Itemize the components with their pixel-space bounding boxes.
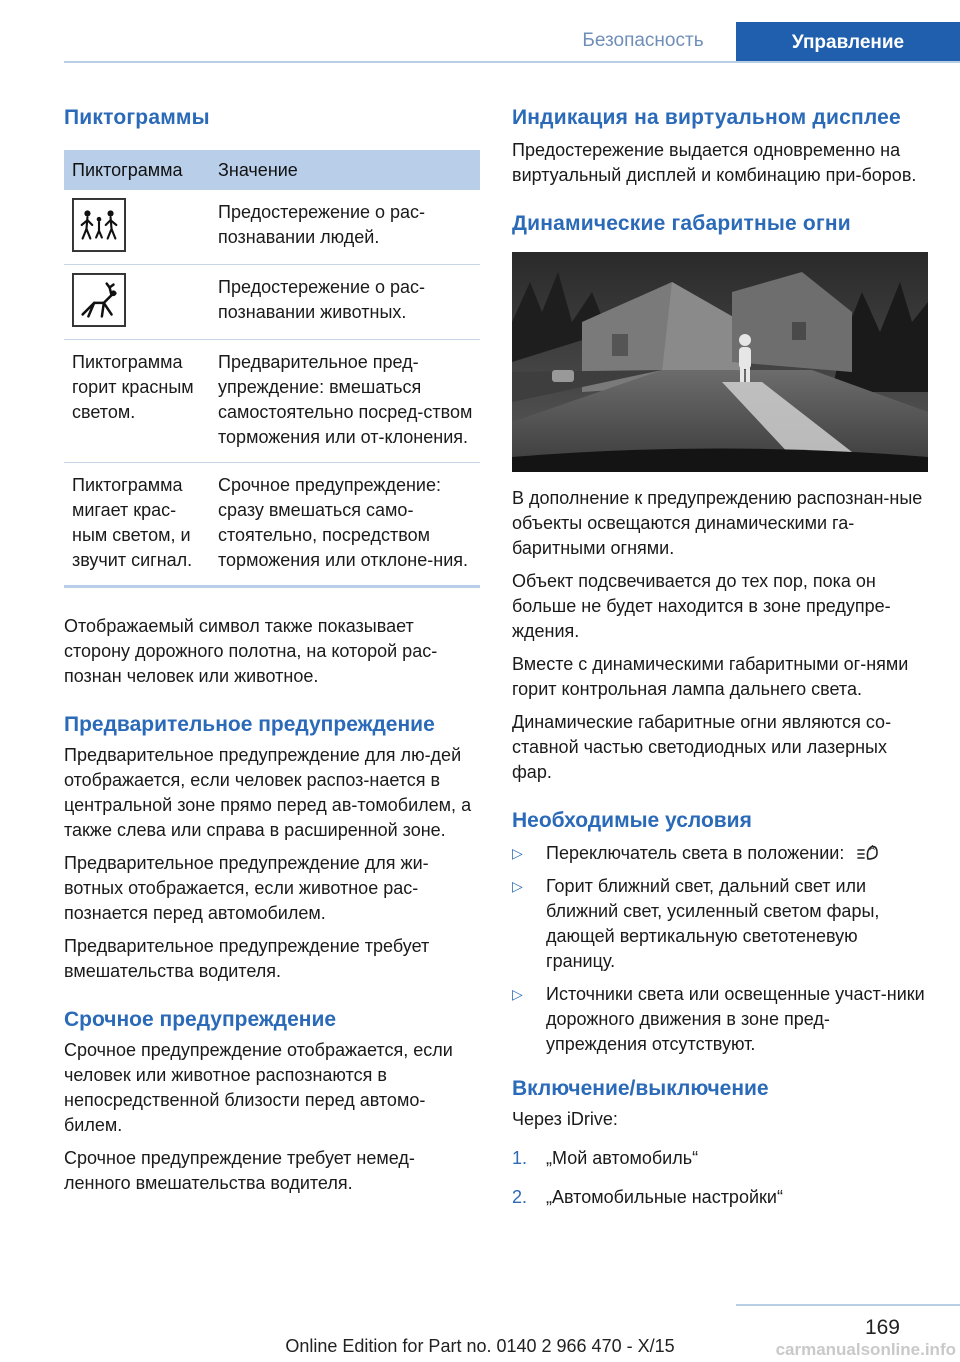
table-col-pictogram: Пиктограмма: [64, 150, 210, 190]
symbol-side-text: Отображаемый символ также показывает сторону дорожного полотна, на которой рас-познан человек или животное.: [64, 616, 438, 686]
header-divider: [64, 61, 960, 63]
bullet-marker: ▷: [512, 845, 523, 861]
urgent-p1: Срочное предупреждение отображается, если человек или животное распознаются в непосредственной близости перед автомо-билем.: [64, 1040, 453, 1135]
night-vision-road-image: [512, 252, 928, 472]
list-item: ▷ Горит ближний свет, дальний свет или ближний свет, усиленный светом фары, дающей вертикальную светотеневую границу.: [512, 876, 880, 971]
meaning-cell: Предостережение о рас-познавании животных.: [210, 265, 480, 340]
table-row: [64, 340, 480, 463]
svg-text:A: A: [870, 844, 876, 852]
dyn-p4: Динамические габаритные огни являются со-ставной частью светодиодных или лазерных фар.: [512, 712, 892, 782]
prewarning-p3: Предварительное предупреждение требует вмешательства водителя.: [64, 936, 430, 981]
auto-headlight-icon: [855, 841, 881, 863]
table-col-meaning: Значение: [210, 150, 480, 190]
meaning-cell: Предостережение о рас-познавании людей.: [210, 190, 480, 265]
onoff-title: Включение/выключение: [512, 1077, 769, 1100]
list-item: ▷ Источники света или освещенные участ-ники дорожного движения в зоне пред-упреждения отсутствуют.: [512, 984, 925, 1054]
conditions-list: [512, 841, 928, 1057]
meaning-cell: Срочное предупреждение: сразу вмешаться само-стоятельно, посредством торможения или отклоне-ния.: [210, 463, 480, 587]
table-row: [64, 265, 480, 340]
watermark: carmanualsonline.info: [775, 1340, 956, 1359]
bullet-marker: ▷: [512, 986, 523, 1002]
list-item: ▷ Переключатель света в положении: A: [512, 841, 928, 866]
conditions-title: Необходимые условия: [512, 809, 752, 832]
prewarning-p1: Предварительное предупреждение для лю-дей отображается, если человек распоз-нается в центральной зоне прямо перед ав-томобилем, а также слева или справа в расширенной зоне.: [64, 745, 472, 840]
pictogram-text-cell: Пиктограмма мигает крас-ным светом, и звучит сигнал.: [64, 463, 210, 587]
pictograms-title: Пиктограммы: [64, 106, 210, 129]
urgent-p2: Срочное предупреждение требует немед-ленного вмешательства водителя.: [64, 1148, 415, 1193]
list-item: 2. „Автомобильные настройки“: [512, 1187, 783, 1207]
display-title: Индикация на виртуальном дисплее: [512, 106, 901, 129]
table-header-row: [64, 150, 480, 190]
via-idrive: Через iDrive:: [512, 1109, 618, 1129]
table-row: [64, 190, 480, 265]
dyn-p1: В дополнение к предупреждению распознан-ные объекты освещаются динамическими га-баритными огнями.: [512, 488, 923, 558]
table-row: [64, 463, 480, 587]
left-column: [64, 100, 480, 1196]
deer-icon: [72, 273, 126, 327]
steps-list: [512, 1146, 928, 1210]
tab-safety[interactable]: Безопасность: [582, 30, 704, 51]
footer-divider: [736, 1304, 960, 1306]
dyn-p2: Объект подсвечивается до тех пор, пока он больше не будет находится в зоне предупре-ждения.: [512, 571, 891, 641]
edition-text: Online Edition for Part no. 0140 2 966 470 - X/15: [285, 1336, 675, 1356]
meaning-cell: Предварительное пред-упреждение: вмешаться самостоятельно посред-ством торможения или от-клонения.: [210, 340, 480, 463]
pictogram-text-cell: Пиктограмма горит красным светом.: [64, 340, 210, 463]
page-number: 169: [864, 1316, 900, 1339]
pedestrians-icon: [72, 198, 126, 252]
bullet-marker: ▷: [512, 878, 523, 894]
tab-controls[interactable]: Управление: [736, 22, 960, 62]
dyn-p3: Вместе с динамическими габаритными ог-нями горит контрольная лампа дальнего света.: [512, 654, 909, 699]
prewarning-p2: Предварительное предупреждение для жи-вотных отображается, если животное рас-познается перед автомобилем.: [64, 853, 429, 923]
display-p1: Предостережение выдается одновременно на виртуальный дисплей и комбинацию при-боров.: [512, 140, 917, 185]
prewarning-title: Предварительное предупреждение: [64, 713, 435, 736]
urgent-title: Срочное предупреждение: [64, 1008, 337, 1031]
dynlight-title: Динамические габаритные огни: [512, 212, 851, 235]
list-item: 1. „Мой автомобиль“: [512, 1148, 699, 1168]
right-column: [512, 100, 928, 1224]
pictogram-table: [64, 150, 480, 588]
